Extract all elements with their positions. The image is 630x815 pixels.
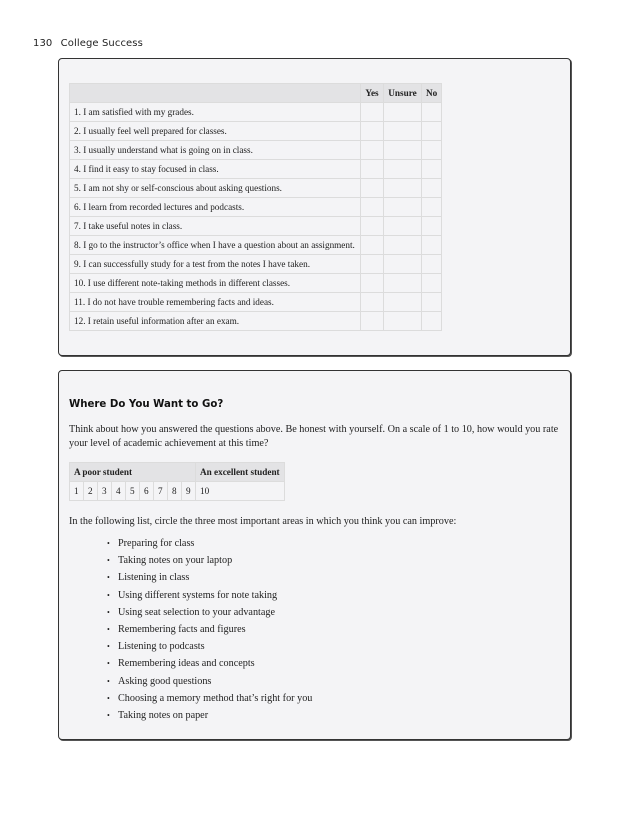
answer-no-cell[interactable] — [422, 160, 442, 179]
answer-no-cell[interactable] — [422, 122, 442, 141]
table-row — [70, 141, 442, 160]
list-item-label: Remembering ideas and concepts — [118, 658, 255, 670]
answer-yes-cell[interactable] — [361, 236, 384, 255]
answer-unsure-cell[interactable] — [384, 217, 422, 236]
answer-no-cell[interactable] — [422, 103, 442, 122]
list-item-label: Using different systems for note taking — [118, 589, 278, 601]
answer-yes-cell[interactable] — [361, 198, 384, 217]
answer-no-cell[interactable] — [422, 312, 442, 331]
table-row — [70, 103, 442, 122]
table-row — [70, 274, 442, 293]
answer-yes-cell[interactable] — [361, 255, 384, 274]
table-row — [70, 236, 442, 255]
question-text: 12. I retain useful information after an exam. — [70, 312, 361, 331]
list-item-label: Choosing a memory method that’s right for you — [118, 692, 313, 704]
improvement-areas-list — [107, 535, 312, 724]
answer-no-cell[interactable] — [422, 198, 442, 217]
list-item-label: Asking good questions — [118, 675, 212, 687]
table-row — [70, 255, 442, 274]
table-row — [70, 217, 442, 236]
answer-no-cell[interactable] — [422, 293, 442, 312]
scale-value[interactable]: 9 — [182, 482, 196, 501]
self-assessment-box — [58, 58, 571, 356]
scale-value[interactable]: 5 — [126, 482, 140, 501]
list-item[interactable] — [107, 535, 312, 552]
scale-value[interactable]: 1 — [70, 482, 84, 501]
table-row — [70, 160, 442, 179]
answer-unsure-cell[interactable] — [384, 293, 422, 312]
answer-unsure-cell[interactable] — [384, 274, 422, 293]
scale-value[interactable]: 4 — [112, 482, 126, 501]
list-item[interactable] — [107, 552, 312, 569]
book-title: College Success — [60, 38, 143, 49]
bullet-icon: • — [107, 642, 110, 652]
table-row — [70, 179, 442, 198]
list-item[interactable] — [107, 673, 312, 690]
list-item[interactable] — [107, 690, 312, 707]
answer-unsure-cell[interactable] — [384, 236, 422, 255]
question-text: 6. I learn from recorded lectures and podcasts. — [70, 198, 361, 217]
list-item[interactable] — [107, 638, 312, 655]
table-row — [70, 293, 442, 312]
bullet-icon: • — [107, 624, 110, 634]
bullet-icon: • — [107, 693, 110, 703]
bullet-icon: • — [107, 676, 110, 686]
table-row — [70, 122, 442, 141]
running-header — [33, 38, 143, 49]
bullet-icon: • — [107, 607, 110, 617]
answer-unsure-cell[interactable] — [384, 103, 422, 122]
page-number: 130 — [33, 38, 53, 49]
bullet-icon: • — [107, 659, 110, 669]
list-item-label: Using seat selection to your advantage — [118, 606, 276, 618]
table-row — [70, 198, 442, 217]
list-intro-text: In the following list, circle the three most important areas in which you think you can improve: — [69, 516, 457, 527]
list-item-label: Taking notes on your laptop — [118, 555, 233, 567]
question-text: 1. I am satisfied with my grades. — [70, 103, 361, 122]
scale-value[interactable]: 7 — [154, 482, 168, 501]
answer-yes-cell[interactable] — [361, 141, 384, 160]
question-text: 7. I take useful notes in class. — [70, 217, 361, 236]
answer-no-cell[interactable] — [422, 236, 442, 255]
list-item[interactable] — [107, 604, 312, 621]
answer-yes-cell[interactable] — [361, 217, 384, 236]
answer-yes-cell[interactable] — [361, 312, 384, 331]
column-header-question — [70, 84, 361, 103]
scale-header-row — [70, 463, 285, 482]
bullet-icon: • — [107, 556, 110, 566]
where-do-you-want-to-go-box — [58, 370, 571, 740]
answer-no-cell[interactable] — [422, 141, 442, 160]
table-row — [70, 312, 442, 331]
answer-unsure-cell[interactable] — [384, 160, 422, 179]
answer-yes-cell[interactable] — [361, 179, 384, 198]
self-assessment-table — [69, 83, 442, 331]
answer-unsure-cell[interactable] — [384, 255, 422, 274]
bullet-icon: • — [107, 573, 110, 583]
bullet-icon: • — [107, 590, 110, 600]
list-item[interactable] — [107, 569, 312, 586]
scale-value[interactable]: 10 — [196, 482, 285, 501]
answer-yes-cell[interactable] — [361, 160, 384, 179]
scale-low-label: A poor student — [70, 463, 196, 482]
list-item[interactable] — [107, 621, 312, 638]
intro-paragraph: Think about how you answered the questions above. Be honest with yourself. On a scale of 1 to 10, how would you rate your level of academic achievement at this time? — [69, 424, 559, 449]
answer-no-cell[interactable] — [422, 255, 442, 274]
scale-values-row — [70, 482, 285, 501]
answer-yes-cell[interactable] — [361, 293, 384, 312]
answer-no-cell[interactable] — [422, 179, 442, 198]
scale-high-label: An excellent student — [196, 463, 285, 482]
question-text: 3. I usually understand what is going on in class. — [70, 141, 361, 160]
answer-unsure-cell[interactable] — [384, 122, 422, 141]
question-text: 10. I use different note-taking methods in different classes. — [70, 274, 361, 293]
question-text: 5. I am not shy or self-conscious about asking questions. — [70, 179, 361, 198]
answer-yes-cell[interactable] — [361, 274, 384, 293]
answer-unsure-cell[interactable] — [384, 198, 422, 217]
answer-no-cell[interactable] — [422, 274, 442, 293]
list-item-label: Listening in class — [118, 572, 190, 584]
question-text: 8. I go to the instructor’s office when I have a question about an assignment. — [70, 236, 361, 255]
answer-unsure-cell[interactable] — [384, 141, 422, 160]
scale-value[interactable]: 2 — [84, 482, 98, 501]
bullet-icon: • — [107, 710, 110, 720]
column-header-no: No — [422, 84, 442, 103]
list-item[interactable] — [107, 655, 312, 672]
answer-no-cell[interactable] — [422, 217, 442, 236]
list-item-label: Listening to podcasts — [118, 641, 205, 653]
table-header-row — [70, 84, 442, 103]
achievement-scale-table — [69, 462, 285, 501]
list-item[interactable] — [107, 587, 312, 604]
bullet-icon: • — [107, 539, 110, 548]
answer-unsure-cell[interactable] — [384, 179, 422, 198]
section-heading: Where Do You Want to Go? — [69, 399, 224, 410]
scale-value[interactable]: 8 — [168, 482, 182, 501]
list-item-label: Remembering facts and figures — [118, 623, 246, 635]
scale-value[interactable]: 3 — [98, 482, 112, 501]
question-text: 2. I usually feel well prepared for classes. — [70, 122, 361, 141]
scale-value[interactable]: 6 — [140, 482, 154, 501]
question-text: 4. I find it easy to stay focused in class. — [70, 160, 361, 179]
list-item-label: Preparing for class — [118, 538, 195, 549]
column-header-unsure: Unsure — [384, 84, 422, 103]
column-header-yes: Yes — [361, 84, 384, 103]
question-text: 11. I do not have trouble remembering facts and ideas. — [70, 293, 361, 312]
question-text: 9. I can successfully study for a test from the notes I have taken. — [70, 255, 361, 274]
answer-yes-cell[interactable] — [361, 103, 384, 122]
answer-yes-cell[interactable] — [361, 122, 384, 141]
list-item[interactable] — [107, 707, 312, 724]
list-item-label: Taking notes on paper — [118, 709, 209, 721]
answer-unsure-cell[interactable] — [384, 312, 422, 331]
